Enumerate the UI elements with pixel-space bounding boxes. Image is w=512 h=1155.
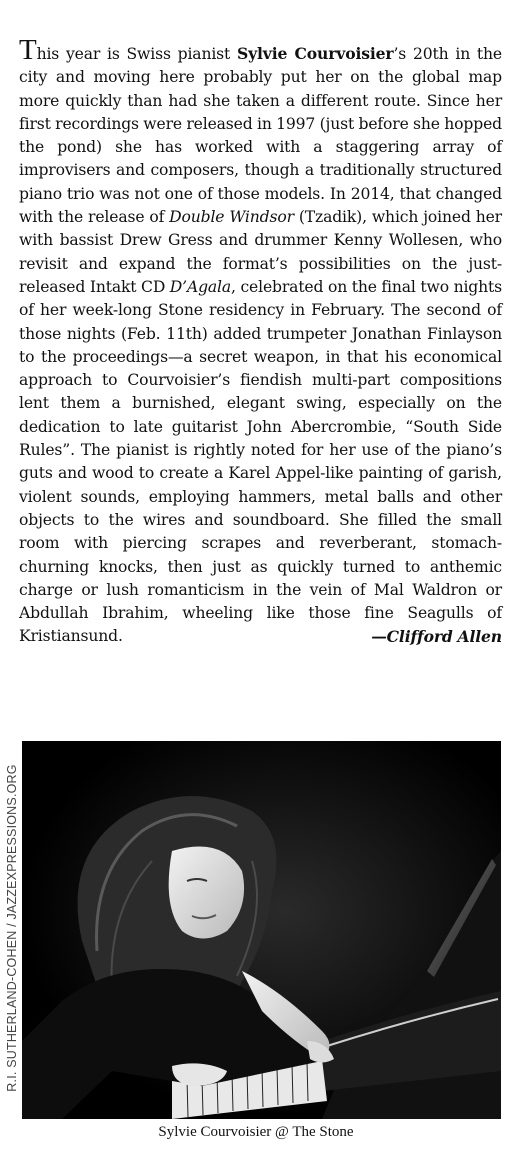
concert-photo	[22, 741, 501, 1119]
article-text-2: ’s 20th in the city and moving here probably put her on the global map more quickly than had she taken a different route. Since her first recordings were released in 1997 (just before she hopped the pond) she has worked with a staggering array of improvisers and composers, though a traditionally structured piano trio was not one of those models. In 2014, that changed with the release of	[19, 45, 502, 227]
photo-credit: R.I. SUTHERLAND-COHEN / JAZZEXPRESSIONS.ORG	[5, 764, 19, 1092]
article-text-1: his year is Swiss pianist	[36, 45, 237, 63]
photo-caption: Sylvie Courvoisier @ The Stone	[158, 1124, 354, 1140]
article-text-4: , celebrated on the final two nights of her week-long Stone residency in February. The second of those nights (Feb. 11th) added trumpeter Jonathan Finlayson to the proceedings—a secret weapon, in that his economical approach to Courvoisier’s fiendish multi-part compositions lent them a burnished, elegant swing, especially on the dedication to late guitarist John Abercrombie, “South Side Rules”. The pianist is rightly noted for her use of the piano’s guts and wood to create a Karel Appel-like painting of garish, violent sounds, employing hammers, metal balls and other objects to the wires and soundboard. She filled the small room with piercing scrapes and reverberant, stomach-churning knocks, then just as quickly turned to anthemic charge or lush romanticism in the vein of Mal Waldron or Abdullah Ibrahim, wheeling like those fine Seagulls of Kristiansund.	[19, 277, 502, 646]
article-body	[19, 34, 502, 649]
drop-cap: T	[19, 34, 37, 66]
album-title-dagala: D’Agala	[169, 277, 232, 296]
artist-name: Sylvie Courvoisier	[236, 44, 394, 63]
byline: —Clifford Allen	[371, 627, 502, 647]
album-title-double-windsor: Double Windsor	[169, 208, 294, 227]
article-text-3: (Tzadik), which joined her with bassist Drew Gress and drummer Kenny Wollesen, who revisit and expand the format’s possibilities on the just-released Intakt CD	[19, 208, 502, 296]
